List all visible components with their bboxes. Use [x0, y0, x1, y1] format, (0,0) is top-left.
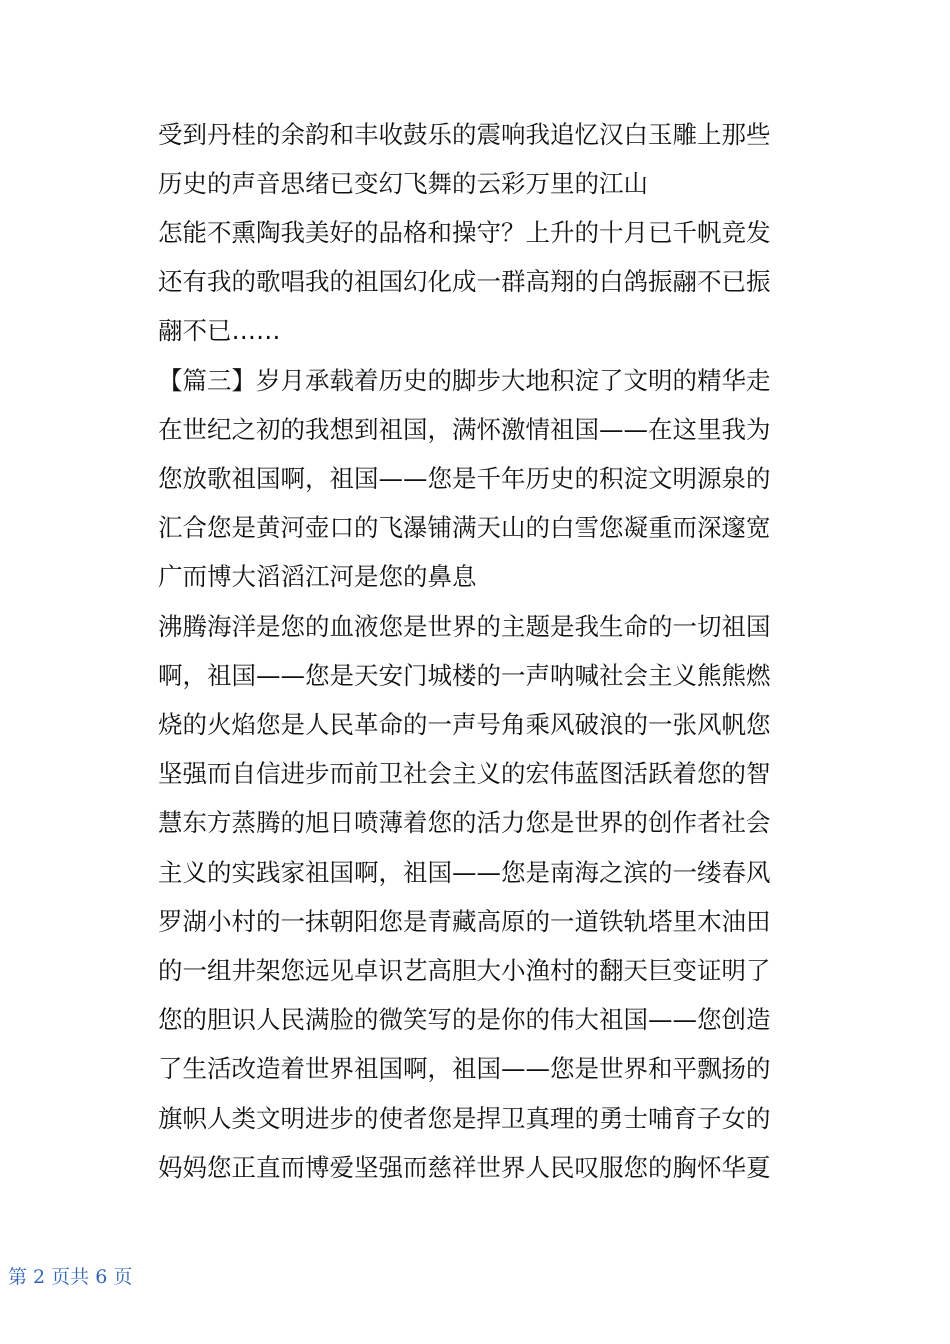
- text-line: 翮不已……: [158, 316, 281, 345]
- text-line: 您放歌祖国啊，祖国——您是千年历史的积淀文明源泉的: [158, 464, 771, 493]
- text-line: 【篇三】岁月承载着历史的脚步大地积淀了文明的精华走: [158, 366, 771, 395]
- page-number-footer: 第 2 页共 6 页: [8, 1266, 133, 1288]
- text-line: 沸腾海洋是您的血液您是世界的主题是我生命的一切祖国: [158, 612, 771, 641]
- text-line: 广而博大滔滔江河是您的鼻息: [158, 562, 477, 591]
- text-line: 坚强而自信进步而前卫社会主义的宏伟蓝图活跃着您的智: [158, 759, 771, 788]
- text-line: 还有我的歌唱我的祖国幻化成一群高翔的白鸽振翮不已振: [158, 267, 771, 296]
- text-line: 罗湖小村的一抹朝阳您是青藏高原的一道铁轨塔里木油田: [158, 907, 771, 936]
- text-line: 怎能不熏陶我美好的品格和操守？上升的十月已千帆竞发: [158, 218, 771, 247]
- text-line: 主义的实践家祖国啊，祖国——您是南海之滨的一缕春风: [158, 858, 771, 887]
- text-line: 了生活改造着世界祖国啊，祖国——您是世界和平飘扬的: [158, 1054, 771, 1083]
- text-line: 啊，祖国——您是天安门城楼的一声呐喊社会主义熊熊燃: [158, 661, 771, 690]
- text-line: 慧东方蒸腾的旭日喷薄着您的活力您是世界的创作者社会: [158, 808, 771, 837]
- text-line: 旗帜人类文明进步的使者您是捍卫真理的勇士哺育子女的: [158, 1104, 771, 1133]
- text-line: 的一组井架您远见卓识艺高胆大小渔村的翻天巨变证明了: [158, 956, 771, 985]
- text-line: 在世纪之初的我想到祖国，满怀激情祖国——在这里我为: [158, 415, 771, 444]
- text-line: 妈妈您正直而博爱坚强而慈祥世界人民叹服您的胸怀华夏: [158, 1153, 771, 1182]
- text-line: 历史的声音思绪已变幻飞舞的云彩万里的江山: [158, 169, 648, 198]
- text-line: 您的胆识人民满脸的微笑写的是你的伟大祖国——您创造: [158, 1005, 771, 1034]
- text-line: 受到丹桂的余韵和丰收鼓乐的震响我追忆汉白玉雕上那些: [158, 120, 771, 149]
- text-line: 烧的火焰您是人民革命的一声号角乘风破浪的一张风帆您: [158, 710, 771, 739]
- text-line: 汇合您是黄河壶口的飞瀑铺满天山的白雪您凝重而深邃宽: [158, 513, 771, 542]
